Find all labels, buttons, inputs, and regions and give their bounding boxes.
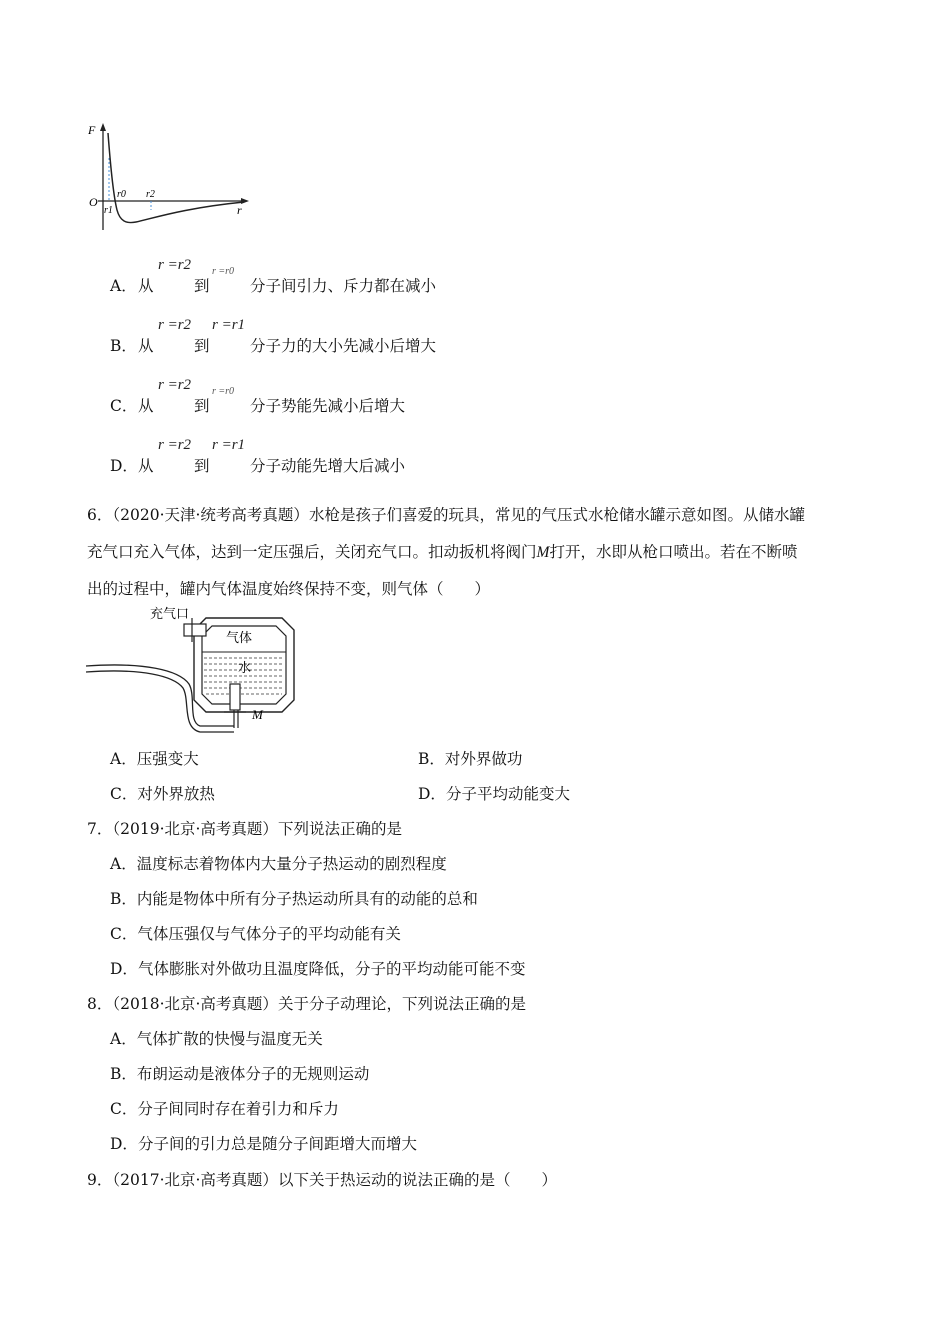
option-letter: D．	[110, 457, 138, 475]
valve-symbol: M	[536, 544, 550, 561]
q6-option-c[interactable]	[110, 782, 215, 804]
q8-stem	[87, 992, 526, 1014]
to-word: 到	[194, 457, 210, 475]
q6-line-1	[87, 503, 805, 525]
option-letter: A．	[110, 750, 137, 768]
gas-label: 气体	[226, 630, 253, 645]
from-expr: r =r2	[158, 257, 192, 273]
option-letter: C．	[110, 785, 138, 803]
q7-option-a[interactable]	[110, 852, 447, 874]
option-letter: B．	[418, 750, 445, 768]
from-word: 从	[138, 397, 154, 415]
option-letter: D．	[110, 1135, 138, 1153]
option-letter: A．	[110, 277, 137, 295]
origin-label: O	[89, 195, 98, 209]
to-word: 到	[194, 397, 210, 415]
q6-line-3	[87, 577, 490, 599]
option-text: 压强变大	[136, 750, 199, 768]
to-expr: r =r0	[212, 386, 235, 397]
to-word: 到	[194, 337, 210, 355]
r1-label: r1	[104, 205, 113, 216]
q7-option-d[interactable]	[110, 957, 525, 979]
valve-label: M	[252, 707, 263, 722]
option-text: 温度标志着物体内大量分子热运动的剧烈程度	[136, 855, 447, 873]
from-expr: r =r2	[158, 437, 192, 453]
y-axis-label: F	[88, 123, 96, 137]
option-letter: B．	[110, 337, 137, 355]
q6-option-a[interactable]	[110, 747, 199, 769]
question-source: （2020·天津·统考高考真题）	[112, 506, 309, 524]
option-letter: D．	[418, 785, 446, 803]
force-distance-graph	[84, 118, 254, 233]
question-source: （2017·北京·高考真题）	[112, 1171, 278, 1189]
option-text: 分子势能先减小后增大	[250, 397, 406, 415]
option-text: 内能是物体中所有分子热运动所具有的动能的总和	[136, 890, 478, 908]
option-text: 分子平均动能变大	[445, 785, 570, 803]
to-expr: r =r1	[212, 317, 246, 333]
option-letter: C．	[110, 397, 138, 415]
q6-text-part: 充气口充入气体，达到一定压强后，关闭充气口。扣动扳机将阀门	[87, 543, 537, 561]
water-gun-diagram	[84, 604, 314, 734]
to-expr: r =r1	[212, 437, 246, 453]
question-number: 6．	[87, 506, 113, 524]
option-text: 对外界放热	[137, 785, 215, 803]
q6-text-part: 打开，水即从枪口喷出。若在不断喷	[549, 543, 798, 561]
question-source: （2018·北京·高考真题）	[112, 995, 278, 1013]
option-letter: B．	[110, 890, 137, 908]
to-expr: r =r0	[212, 266, 235, 277]
r0-label: r0	[117, 189, 126, 200]
water-label: 水	[238, 660, 252, 675]
q6-text-part: 出的过程中，罐内气体温度始终保持不变，则气体（ ）	[87, 580, 491, 598]
option-letter: C．	[110, 925, 138, 943]
q7-option-b[interactable]	[110, 887, 478, 909]
answer-bracket: （ ）	[494, 1171, 557, 1189]
question-text: 以下关于热运动的说法正确的是	[277, 1171, 495, 1189]
option-text: 分子间引力、斥力都在减小	[250, 277, 437, 295]
option-letter: C．	[110, 1100, 138, 1118]
option-text: 布朗运动是液体分子的无规则运动	[136, 1065, 370, 1083]
option-text: 气体膨胀对外做功且温度降低，分子的平均动能可能不变	[137, 960, 526, 978]
r2-label: r2	[146, 189, 155, 200]
question-text: 关于分子动理论，下列说法正确的是	[277, 995, 526, 1013]
option-text: 分子间的引力总是随分子间距增大而增大	[137, 1135, 417, 1153]
x-axis-label: r	[237, 203, 242, 217]
from-word: 从	[138, 337, 154, 355]
question-number: 9．	[87, 1171, 113, 1189]
question-source: （2019·北京·高考真题）	[112, 820, 278, 838]
q6-option-b[interactable]	[418, 747, 522, 769]
question-text: 下列说法正确的是	[277, 820, 402, 838]
q7-option-c[interactable]	[110, 922, 401, 944]
q8-option-c[interactable]	[110, 1097, 339, 1119]
to-word: 到	[194, 277, 210, 295]
from-word: 从	[138, 457, 154, 475]
q9-stem	[87, 1168, 557, 1190]
question-stem: 水枪是孩子们喜爱的玩具，常见的气压式水枪储水罐示意如图。从储水罐	[308, 506, 805, 524]
q8-option-b[interactable]	[110, 1062, 369, 1084]
option-letter: A．	[110, 855, 137, 873]
option-letter: B．	[110, 1065, 137, 1083]
q6-option-d[interactable]	[418, 782, 570, 804]
option-text: 分子力的大小先减小后增大	[250, 337, 437, 355]
from-word: 从	[138, 277, 154, 295]
q6-line-2	[87, 540, 797, 562]
option-text: 分子间同时存在着引力和斥力	[137, 1100, 339, 1118]
inlet-label: 充气口	[150, 606, 190, 621]
from-expr: r =r2	[158, 377, 192, 393]
from-expr: r =r2	[158, 317, 192, 333]
q8-option-d[interactable]	[110, 1132, 417, 1154]
question-number: 8．	[87, 995, 113, 1013]
q7-stem	[87, 817, 402, 839]
option-text: 气体扩散的快慢与温度无关	[136, 1030, 323, 1048]
option-text: 分子动能先增大后减小	[250, 457, 406, 475]
option-letter: A．	[110, 1030, 137, 1048]
option-text: 气体压强仅与气体分子的平均动能有关	[137, 925, 401, 943]
option-letter: D．	[110, 960, 138, 978]
q8-option-a[interactable]	[110, 1027, 323, 1049]
option-text: 对外界做功	[444, 750, 523, 768]
question-number: 7．	[87, 820, 113, 838]
